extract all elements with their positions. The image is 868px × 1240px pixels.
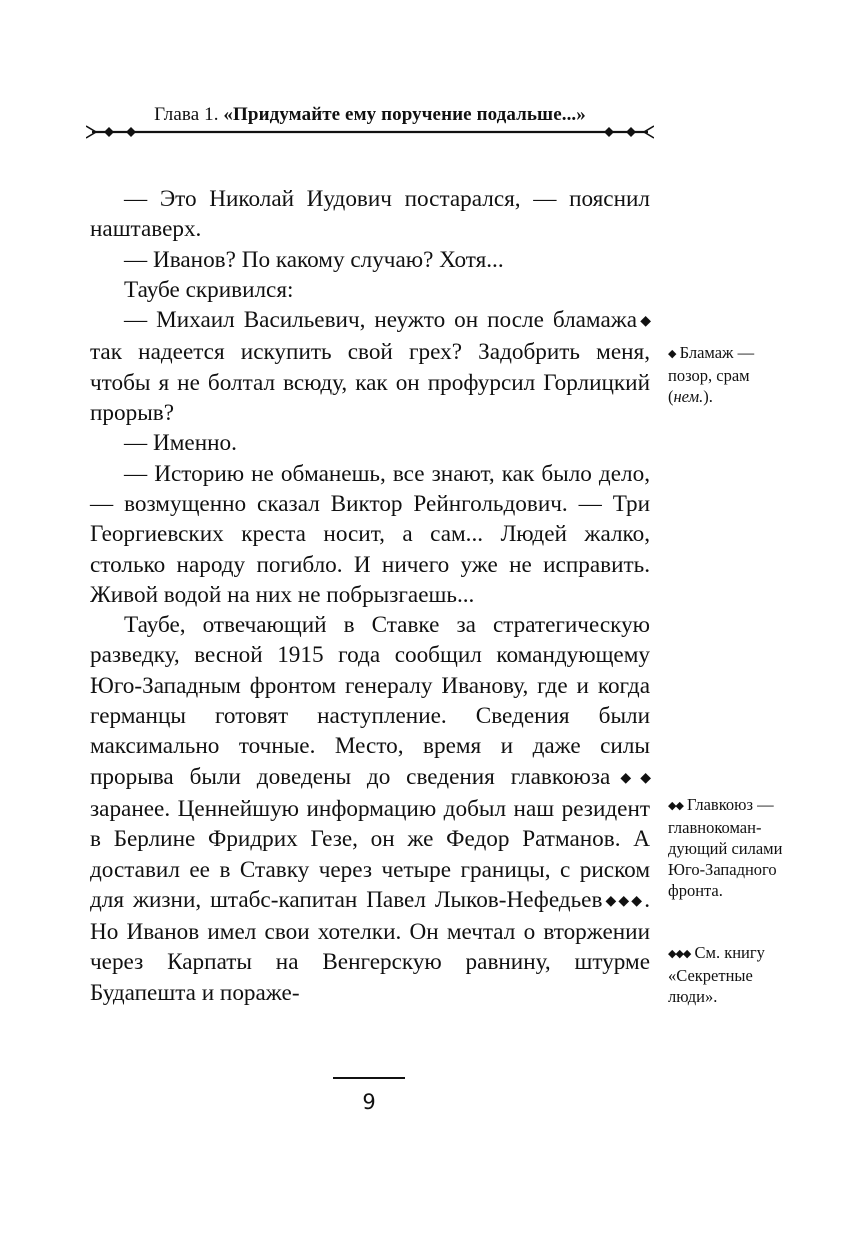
paragraph: Таубе скривился: <box>124 276 294 303</box>
paragraph <box>90 305 650 428</box>
note-text: Бламаж — позор, срам ( <box>668 343 755 406</box>
text-run: . Но Иванов имел свои хотелки. Он мечтал о вторжении через Карпаты на Венгерскую равнину, штурме Будапешта и пораже- <box>90 886 650 1006</box>
note-text: Главкоюз — главнокомандующий силами Юго-Западного фронта. <box>668 795 783 900</box>
paragraph <box>90 610 650 1008</box>
text-run: — Михаил Васильевич, неужто он после бламажа <box>124 307 638 334</box>
text-run: заранее. Ценнейшую информацию добыл наш резидент в Берлине Фридрих Гезе, он же Федор Ратманов. А доставил ее в Ставку через четыре границы, с риском для жизни, штабс-капитан Павел Лыков-Нефедьев <box>90 795 650 913</box>
note-mark-1: ◆ <box>668 348 676 360</box>
paragraph: — Именно. <box>124 430 237 457</box>
note-text-end: ). <box>703 387 713 406</box>
side-note-3 <box>668 942 796 1007</box>
note-mark-3: ◆◆◆ <box>668 948 691 960</box>
paragraph: — Это Николай Иудович постарался, — пояснил наштаверх. <box>90 186 650 243</box>
note-language: нем. <box>673 387 704 406</box>
text-run: Таубе, отвечающий в Ставке за стратегическую разведку, весной 1915 года сообщил командующему Юго-Западным фронтом генералу Иванову, где и когда германцы готовят наступление. Сведения были максимально точные. Место, время и даже силы прорыва были доведены до сведения главкоюза <box>90 612 650 790</box>
header-ornament-rule <box>86 122 654 144</box>
footnote-mark-3: ◆◆◆ <box>602 893 645 909</box>
note-mark-2: ◆◆ <box>668 800 683 812</box>
paragraph: — Историю не обманешь, все знают, как было дело, — возмущенно сказал Виктор Рейнгольдович. — Три Георгиевских креста носит, а сам... Людей жалко, столько народу погибло. И ничего уже не исправить. Живой водой на них не побрызгаешь... <box>90 460 650 608</box>
page-number-rule <box>333 1077 405 1079</box>
side-note-2 <box>668 794 796 901</box>
side-note-1 <box>668 342 796 407</box>
chapter-number: Глава 1. <box>154 104 219 125</box>
footnote-mark-2: ◆◆ <box>610 770 650 786</box>
note-text: См. книгу «Секретные люди». <box>668 943 765 1006</box>
paragraph: — Иванов? По какому случаю? Хотя... <box>124 246 504 273</box>
text-run: так надеется искупить свой грех? Задобрить меня, чтобы я не болтал всюду, как он профурсил Горлицкий прорыв? <box>90 339 650 427</box>
page-number: 9 <box>362 1090 376 1114</box>
chapter-title: «Придумайте ему поручение подальше...» <box>223 104 586 125</box>
main-text <box>90 184 650 1008</box>
footnote-mark-1: ◆ <box>637 314 650 330</box>
